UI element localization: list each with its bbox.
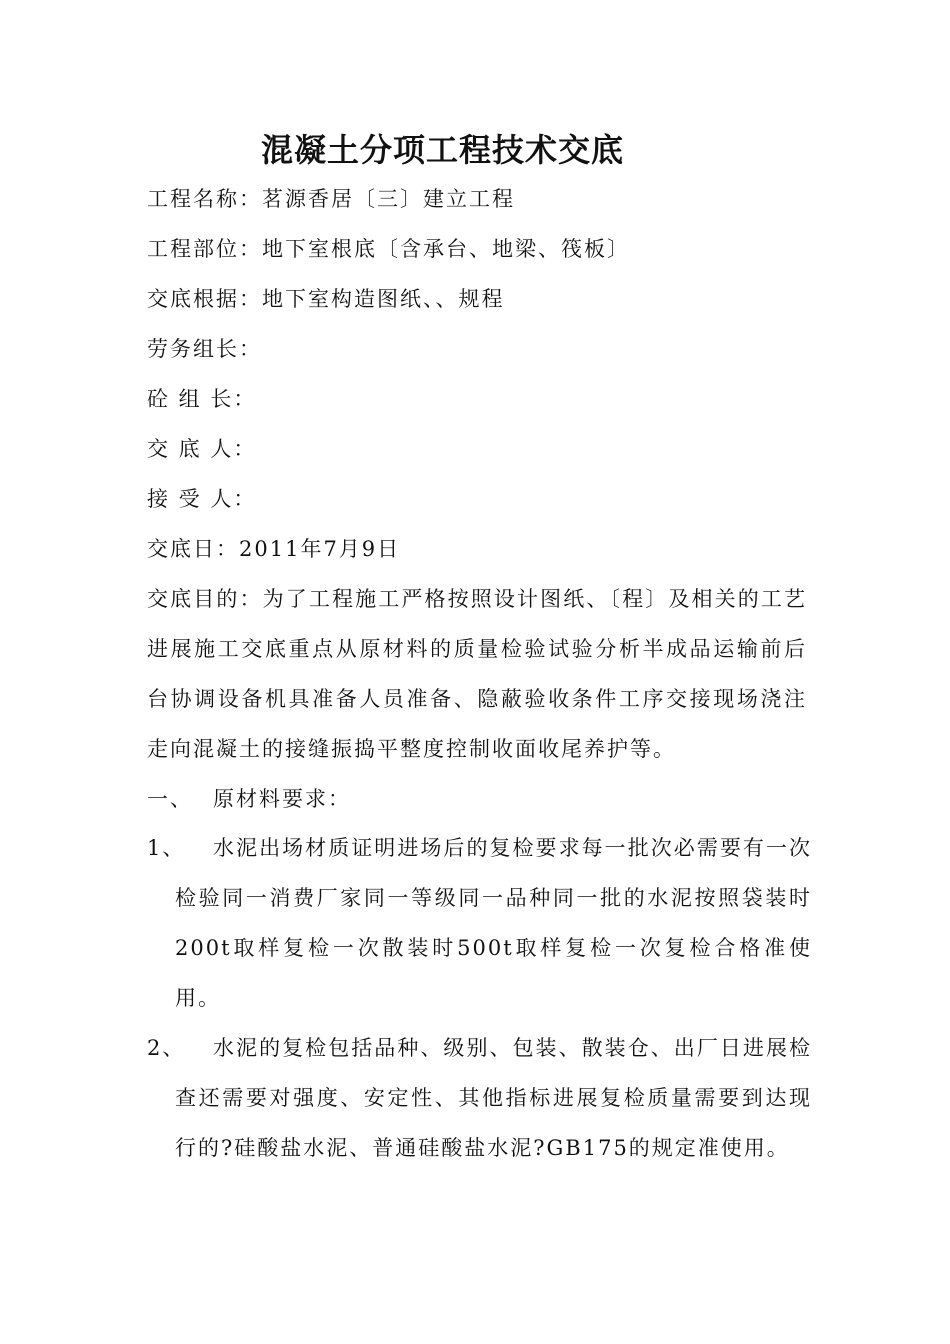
field-value: 茗源香居〔三〕建立工程 — [262, 187, 515, 211]
section-title: 原材料要求： — [213, 787, 351, 811]
document-title: 混凝土分项工程技术交底 — [260, 131, 624, 169]
list-item — [147, 823, 812, 1023]
list-item — [147, 1023, 812, 1173]
field-project-location — [147, 234, 812, 264]
field-receiver — [147, 484, 812, 514]
field-labor-leader — [147, 334, 812, 364]
field-label: 接 受 人： — [147, 487, 257, 511]
list-item-number: 2、 — [147, 1036, 186, 1060]
field-value: 地下室根底〔含承台、地梁、筏板〕 — [262, 237, 630, 261]
field-label: 砼 组 长： — [147, 387, 257, 411]
section-heading — [147, 784, 351, 814]
field-basis — [147, 284, 812, 314]
field-label: 交底根据： — [147, 287, 262, 311]
field-label: 工程名称： — [147, 187, 262, 211]
field-issuer — [147, 434, 812, 464]
field-date — [147, 534, 812, 564]
section-number: 一、 — [147, 787, 193, 811]
purpose-paragraph: 交底目的：为了工程施工严格按照设计图纸、〔程〕及相关的工艺进展施工交底重点从原材料的质量检验试验分析半成品运输前后台协调设备机具准备人员准备、隐蔽验收条件工序交接现场浇注走向混凝土的接缝振捣平整度控制收面收尾养护等。 — [147, 587, 807, 761]
field-project-name — [147, 184, 812, 214]
list-item-text: 水泥出场材质证明进场后的复检要求每一批次必需要有一次检验同一消费厂家同一等级同一品种同一批的水泥按照袋装时200t取样复检一次散装时500t取样复检一次复检合格准使用。 — [175, 836, 812, 1010]
field-value: 地下室构造图纸、、规程 — [262, 287, 505, 311]
field-concrete-leader — [147, 384, 812, 414]
list-item-number: 1、 — [147, 836, 186, 860]
list-item-text: 水泥的复检包括品种、级别、包装、散装仓、出厂日进展检查还需要对强度、安定性、其他指标进展复检质量需要到达现行的?硅酸盐水泥、普通硅酸盐水泥?GB175的规定准使用。 — [175, 1036, 812, 1160]
field-label: 工程部位： — [147, 237, 262, 261]
field-label: 交底日： — [147, 537, 239, 561]
field-label: 劳务组长： — [147, 337, 262, 361]
field-label: 交 底 人： — [147, 437, 257, 461]
field-value: 2011年7月9日 — [239, 537, 401, 561]
